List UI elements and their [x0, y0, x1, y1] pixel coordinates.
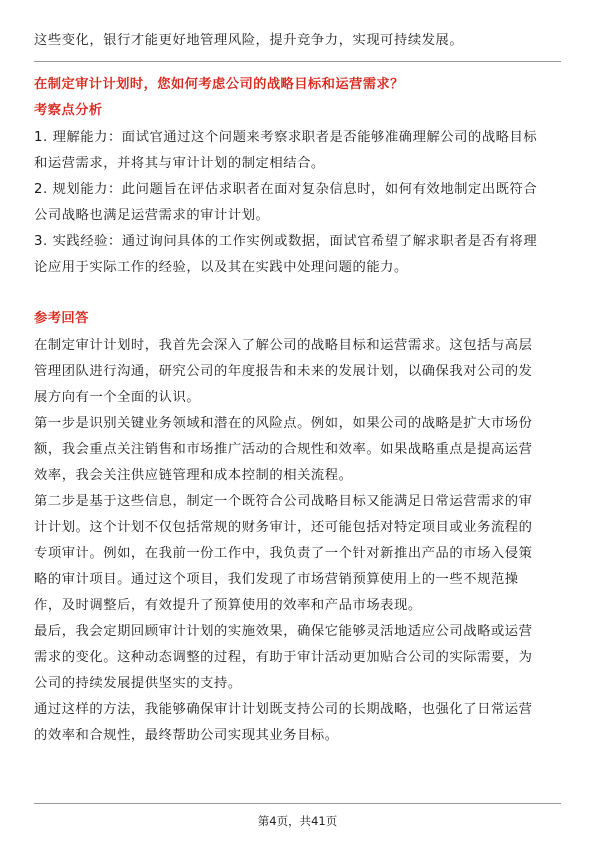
- answer-line: 第一步是识别关键业务领域和潜在的风险点。例如，如果公司的战略是扩大市场份: [34, 416, 533, 431]
- analysis-line: 2. 规划能力：此问题旨在评估求职者在面对复杂信息时，如何有效地制定出既符合: [34, 182, 538, 197]
- analysis-line: 3. 实践经验：通过询问具体的工作实例或数据，面试官希望了解求职者是否有将理: [34, 234, 538, 249]
- bottom-divider: [34, 803, 561, 804]
- intro-text: 这些变化，银行才能更好地管理风险，提升竞争力，实现可持续发展。: [34, 33, 464, 48]
- answer-line: 管理团队进行沟通，研究公司的年度报告和未来的发展计划，以确保我对公司的发: [34, 364, 533, 379]
- question-heading: 在制定审计计划时，您如何考虑公司的战略目标和运营需求？: [34, 77, 404, 92]
- answer-body: [34, 333, 533, 749]
- answer-line: 公司的持续发展提供坚实的支持。: [34, 676, 242, 691]
- answer-line: 最后，我会定期回顾审计计划的实施效果，确保它能够灵活地适应公司战略或运营: [34, 624, 533, 639]
- answer-line: 展方向有一个全面的认识。: [34, 390, 201, 405]
- answer-title: 参考回答: [34, 311, 89, 326]
- answer-line: 在制定审计计划时，我首先会深入了解公司的战略目标和运营需求。这包括与高层: [34, 338, 533, 353]
- answer-line: 第二步是基于这些信息，制定一个既符合公司战略目标又能满足日常运营需求的审: [34, 494, 533, 509]
- top-divider: [34, 61, 561, 62]
- answer-line: 通过这样的方法，我能够确保审计计划既支持公司的长期战略，也强化了日常运营: [34, 702, 533, 717]
- page-number: 第4页，共41页: [257, 814, 338, 828]
- answer-line: 需求的变化。这种动态调整的过程，有助于审计活动更加贴合公司的实际需要，为: [34, 650, 533, 665]
- answer-line: 略的审计项目。通过这个项目，我们发现了市场营销预算使用上的一些不规范操: [34, 572, 519, 587]
- analysis-title: 考察点分析: [34, 103, 103, 118]
- answer-line: 作，及时调整后，有效提升了预算使用的效率和产品市场表现。: [34, 598, 422, 613]
- answer-line: 效率，我会关注供应链管理和成本控制的相关流程。: [34, 468, 353, 483]
- answer-line: 额，我会重点关注销售和市场推广活动的合规性和效率。如果战略重点是提高运营: [34, 442, 533, 457]
- answer-line: 的效率和合规性，最终帮助公司实现其业务目标。: [34, 728, 339, 743]
- answer-line: 计计划。这个计划不仅包括常规的财务审计，还可能包括对特定项目或业务流程的: [34, 520, 533, 535]
- analysis-line: 公司战略也满足运营需求的审计计划。: [34, 208, 270, 223]
- analysis-line: 论应用于实际工作的经验，以及其在实践中处理问题的能力。: [34, 260, 408, 275]
- analysis-line: 和运营需求，并将其与审计计划的制定相结合。: [34, 156, 325, 171]
- analysis-line: 1. 理解能力：面试官通过这个问题来考察求职者是否能够准确理解公司的战略目标: [34, 130, 538, 145]
- answer-line: 专项审计。例如，在我前一份工作中，我负责了一个针对新推出产品的市场入侵策: [34, 546, 533, 561]
- analysis-body: [34, 125, 537, 281]
